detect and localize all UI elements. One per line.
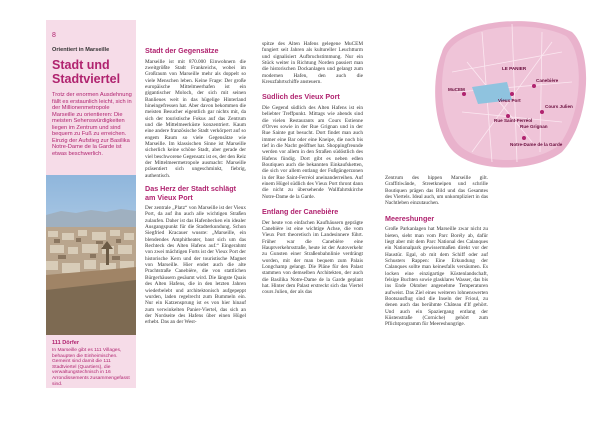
heading-suedlich-vieux-port: Südlich des Vieux Port	[262, 92, 340, 102]
map-label-le-panier: LE PANIER	[502, 66, 527, 71]
paragraph: Zentrum des hippen Marseille gilt. Graffitiwände, Streetkneipen und schrille Boutiquen prägen das Bild und das Gesamtes des Viertels. Ideal auch, um unkompliziert in das Nachtleben einzutauchen.	[385, 175, 488, 207]
city-map-graphic	[412, 12, 592, 172]
paragraph: Große Parkanlagen hat Marseille zwar nicht zu bieten, sieht man vom Parc Borély ab, dafür liegt aber mit dem Parc National des Calanques ein Nationalpark gewissermaßen direkt vor der Haustür. Egal, ob mit dem Schiff oder auf Schusters Rappen: Eine Erkundung der Calanques sollte man keinesfalls versäumen. Es locken eine einzigartige Küstenlandschaft, felsige Buchten sowie glasklares Wasser, das bis ins Ende Oktober angenehme Temperaturen aufweist. Das Ziel eines weiteren lohnenswerten Bootsausflug sind die Inseln der Frioul, zu denen auch das berühmte Château d'If gehört. Und auch ein Spaziergang entlang der Küstenstraße (Corniche) gehört zum Pflichtprogramm für Meereshungrige.	[385, 226, 488, 328]
marseille-cityscape-photo	[46, 175, 136, 335]
heading-entlang-canebiere: Entlang der Canebière	[262, 207, 339, 217]
page-number: 8	[52, 32, 56, 39]
paragraph: Marseille ist mit 870.000 Einwohnern die zweitgrößte Stadt Frankreichs, wobei im Großraum von Marseille mehr als doppelt so viele Menschen leben. Keine Frage: Der große europäische Mittelmeerhafen ist ein gigantischer Moloch, der sich mit seinen Banlieues weit in das hügelige Hinterland hineingefressen hat. Aber davon bekommen die meisten Besucher eigentlich gar nichts mit, da sich der touristische Fokus auf das Zentrum und die Mittelmeerküste konzentriert. Kaum eine andere französische Stadt verkörpert auf so engem Raum so viele Gegensätze wie Marseille. Im klassischen Sinne ist Marseille sicherlich keine schöne Stadt, aber gerade der viel beschworene Gegensatz ist es, der den Reiz der Mittelmeermetropole ausmacht: Marseille präsentiert sich ungeschminkt, fiebrig, authentisch.	[145, 58, 246, 179]
heading-meereshunger: Meereshunger	[385, 213, 435, 223]
paragraph: spitze des Alten Hafens gelegene MuCEM fungiert seit Jahren als kultureller Leuchtturm und signalisiert Aufbruchstimmung. Nur ein Stück weiter in Richtung Norden passiert man die historischen Dockanlagen und gelangt zum modernen Hafen, den auch die Kreuzfahrtschiffe ansteuern.	[262, 41, 363, 86]
page-title	[52, 58, 136, 86]
page-title-line-2: Stadtviertel	[52, 72, 121, 86]
paragraph: Die Gegend südlich des Alten Hafens ist ein beliebter Treffpunkt. Mittags wie abends sind die vielen Restaurants am Cours Estienne d'Orves sowie in der Rue Grignan und in der Rue Sainte gut besucht. Dort findet man auch immer eine Bar oder eine Kneipe, die noch bis tief in die Nacht geöffnet hat. Shoppingfreunde werden vor allem in den Straßen südöstlich des Hafens fündig. Dort gibt es neben edlen Boutiquen auch die bekannten Einkaufsketten, die sich vor allem entlang der Fußgängerzonen in der Rue Saint-Ferréol aneinanderreihen. Auf einem Hügel südlich des Vieux Port thront dann die nicht zu übersehende Wallfahrtskirche Notre-Dame de la Garde.	[262, 104, 363, 200]
text-column-2	[262, 41, 363, 299]
city-map	[412, 12, 592, 172]
map-label-notre-dame: Notre-Dame de la Garde	[510, 142, 563, 147]
section-kicker: Orientiert in Marseille	[52, 47, 110, 53]
map-label-canebiere: Canebière	[536, 78, 559, 83]
page-title-line-1: Stadt und	[52, 58, 110, 72]
paragraph: Der heute von einfachen Kaufhäusern geprägte Canebière ist eine wichtige Achse, die vom Vieux Port theoretisch im Landesinnere führt. Früher war die Canebière eine Hauptverkehrsstraße, heute ist der Autoverkehr zu Gunsten einer Straßenbahnlinie verdrängt worden, mit der man bequem zum Palais Longchamp gelangt. Die Pläne für den Palast stammen von demselben Architekten, der auch die Basilika Notre-Dame de la Garde geplant hat. Hinter dem Palast erstreckt sich das Viertel cours Julien, der als das	[262, 219, 363, 296]
map-label-cours-julien: Cours Julien	[545, 104, 573, 109]
intro-text: Trotz der enormen Ausdehnung fällt es erstaunlich leicht, sich in der Millionenmetropole Marseille zu orientieren: Die meisten Sehenswürdigkeiten liegen im Zentrum und sind bequem zu Fuß zu erreichen. Einzig der Aufstieg zur Basilika Notre-Dame de la Garde ist etwas beschwerlich.	[52, 92, 132, 157]
map-label-mucem: MuCEM	[448, 87, 465, 92]
caption-text: In Marseille gibt es 111 Villages, behaupten die Einheimischen. Gemeint sind damit die 111 Stadtviertel (Quartiers), die verwaltungstechnisch in 16 Arrondissements zusammengefasst sind.	[52, 348, 130, 387]
heading-stadt-der-gegensaetze: Stadt der Gegensätze	[145, 46, 219, 55]
caption-title: 111 Dörfer	[52, 340, 80, 346]
map-label-rue-saint-ferreol: Rue Saint-Ferréol	[494, 118, 533, 123]
text-column-1	[145, 47, 246, 329]
paragraph: Der zentrale „Platz“ von Marseille ist der Vieux Port, da auf ihn auch alle wichtigen Straßen zulaufen. Daher ist das Hafenbecken ein idealer Ausgangspunkt für die Stadterkundung. Schon Siegfried Kracauer wusste: „Marseille, ein blendendes Amphitheater, baut sich um das Rechteck des Alten Hafens auf.“ Eingerahmt von zwei mächtigen Forts ist der Vieux Port der historische Kern und der touristische Magnet von Marseille. Hier endet auch die alte Prachtstraße Canebière, die von stattlichen Bürgerhäusern gesäumt wird. Die längste Quais des Alten Hafens, die in den letzten Jahren wiederbelebt und architektonisch aufgepeppt wurden, laden regelrecht zum Bummeln ein. Nur ein Katzensprung ist es von hier hinauf zum verwinkelten Panier-Viertel, das sich an der Nordseite des Hafens über einen Hügel erhebt. Das an der West-	[145, 205, 246, 326]
map-label-vieux-port: Vieux Port	[498, 98, 521, 103]
text-column-3	[385, 175, 488, 331]
map-label-rue-grignan: Rue Grignan	[520, 124, 548, 129]
heading-herz-der-stadt: Das Herz der Stadt schlägt am Vieux Port	[145, 184, 237, 202]
cityscape-illustration	[46, 175, 136, 335]
